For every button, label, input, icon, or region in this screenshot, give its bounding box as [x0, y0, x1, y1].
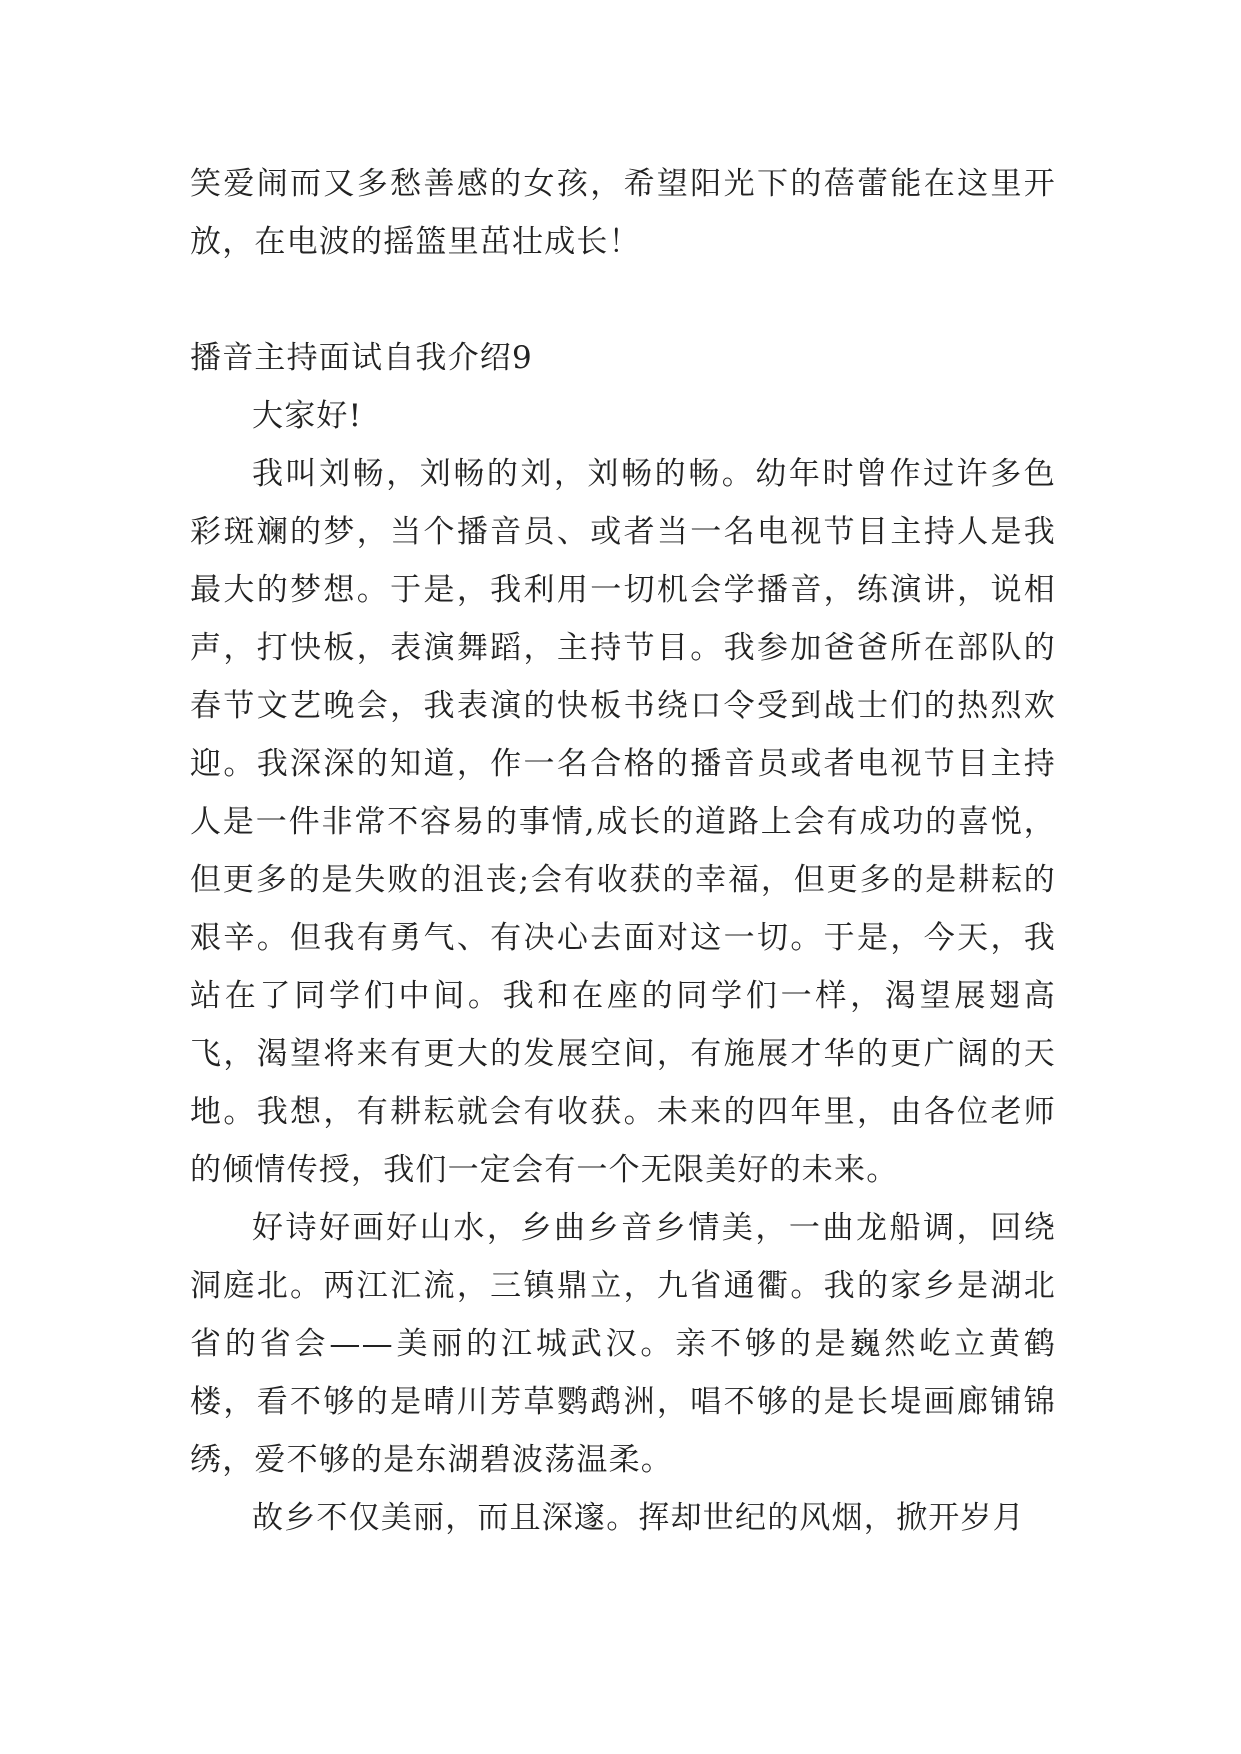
document-body: [190, 155, 1056, 1547]
section-title: 播音主持面试自我介绍9: [190, 340, 533, 376]
paragraph-self-intro: 我叫刘畅，刘畅的刘，刘畅的畅。幼年时曾作过许多色彩斑斓的梦，当个播音员、或者当一名电视节目主持人是我最大的梦想。于是，我利用一切机会学播音，练演讲，说相声，打快板，表演舞蹈，主持节目。我参加爸爸所在部队的春节文艺晚会，我表演的快板书绕口令受到战士们的热烈欢迎。我深深的知道，作一名合格的播音员或者电视节目主持人是一件非常不容易的事情,成长的道路上会有成功的喜悦，但更多的是失败的沮丧;会有收获的幸福，但更多的是耕耘的艰辛。但我有勇气、有决心去面对这一切。于是，今天，我站在了同学们中间。我和在座的同学们一样，渴望展翅高飞，渴望将来有更大的发展空间，有施展才华的更广阔的天地。我想，有耕耘就会有收获。未来的四年里，由各位老师的倾情传授，我们一定会有一个无限美好的未来。: [190, 456, 1056, 1188]
intro-paragraph: 笑爱闹而又多愁善感的女孩，希望阳光下的蓓蕾能在这里开放，在电波的摇篮里茁壮成长！: [190, 166, 1056, 260]
paragraph-hometown-history: 故乡不仅美丽，而且深邃。挥却世纪的风烟，掀开岁月: [252, 1500, 1025, 1536]
greeting: 大家好!: [252, 398, 363, 434]
paragraph-hometown: 好诗好画好山水，乡曲乡音乡情美，一曲龙船调，回绕洞庭北。两江汇流，三镇鼎立，九省通衢。我的家乡是湖北省的省会——美丽的江城武汉。亲不够的是巍然屹立黄鹤楼，看不够的是晴川芳草鹦鹉洲，唱不够的是长堤画廊铺锦绣，爱不够的是东湖碧波荡温柔。: [190, 1210, 1056, 1478]
